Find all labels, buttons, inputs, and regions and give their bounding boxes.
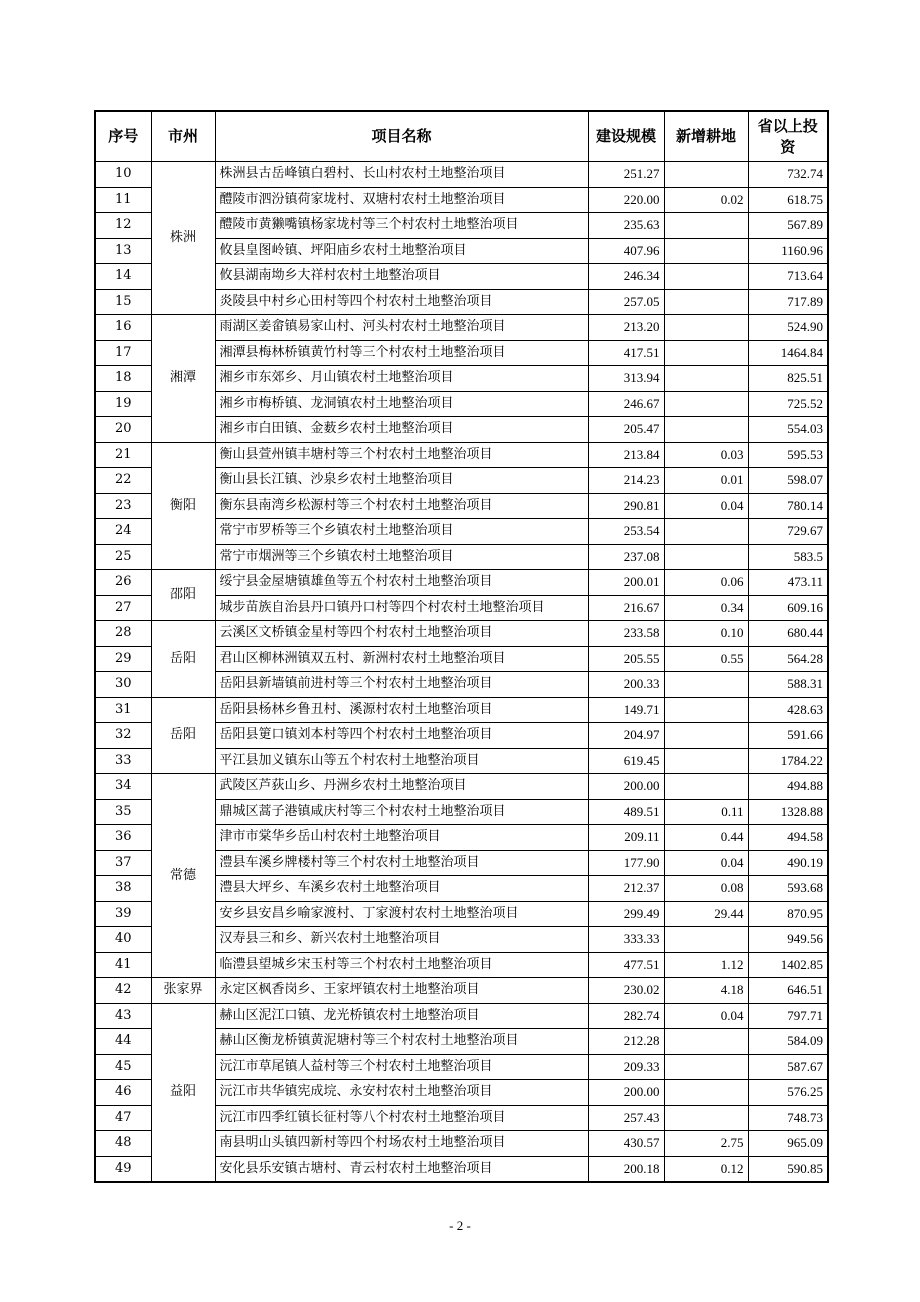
row-investment: 1784.22 bbox=[748, 748, 828, 774]
row-project-name: 汉寿县三和乡、新兴农村土地整治项目 bbox=[215, 927, 588, 953]
row-city: 张家界 bbox=[151, 978, 215, 1004]
row-arable: 0.08 bbox=[664, 876, 748, 902]
row-scale: 417.51 bbox=[588, 340, 664, 366]
row-arable bbox=[664, 264, 748, 290]
row-investment: 587.67 bbox=[748, 1054, 828, 1080]
row-seq: 31 bbox=[95, 697, 151, 723]
row-arable bbox=[664, 519, 748, 545]
row-scale: 205.55 bbox=[588, 646, 664, 672]
row-arable: 1.12 bbox=[664, 952, 748, 978]
row-arable: 0.34 bbox=[664, 595, 748, 621]
row-seq: 30 bbox=[95, 672, 151, 698]
row-project-name: 安乡县安昌乡喻家渡村、丁家渡村农村土地整治项目 bbox=[215, 901, 588, 927]
row-scale: 212.37 bbox=[588, 876, 664, 902]
row-project-name: 沅江市四季红镇长征村等八个村农村土地整治项目 bbox=[215, 1105, 588, 1131]
row-scale: 407.96 bbox=[588, 238, 664, 264]
table-row bbox=[95, 570, 828, 596]
row-scale: 209.11 bbox=[588, 825, 664, 851]
row-project-name: 君山区柳林洲镇双五村、新洲村农村土地整治项目 bbox=[215, 646, 588, 672]
row-scale: 149.71 bbox=[588, 697, 664, 723]
row-investment: 567.89 bbox=[748, 213, 828, 239]
row-arable bbox=[664, 340, 748, 366]
row-arable: 0.04 bbox=[664, 1003, 748, 1029]
row-investment: 583.5 bbox=[748, 544, 828, 570]
row-project-name: 永定区枫香岗乡、王家坪镇农村土地整治项目 bbox=[215, 978, 588, 1004]
row-arable bbox=[664, 366, 748, 392]
row-investment: 494.88 bbox=[748, 774, 828, 800]
row-scale: 200.18 bbox=[588, 1156, 664, 1182]
row-scale: 200.00 bbox=[588, 1080, 664, 1106]
row-investment: 729.67 bbox=[748, 519, 828, 545]
row-seq: 24 bbox=[95, 519, 151, 545]
row-investment: 748.73 bbox=[748, 1105, 828, 1131]
row-city: 岳阳 bbox=[151, 697, 215, 774]
row-investment: 584.09 bbox=[748, 1029, 828, 1055]
row-seq: 39 bbox=[95, 901, 151, 927]
row-seq: 15 bbox=[95, 289, 151, 315]
row-investment: 717.89 bbox=[748, 289, 828, 315]
row-scale: 253.54 bbox=[588, 519, 664, 545]
row-seq: 17 bbox=[95, 340, 151, 366]
table-row bbox=[95, 162, 828, 188]
row-arable bbox=[664, 417, 748, 443]
row-investment: 428.63 bbox=[748, 697, 828, 723]
row-arable bbox=[664, 697, 748, 723]
row-arable bbox=[664, 774, 748, 800]
row-investment: 473.11 bbox=[748, 570, 828, 596]
row-project-name: 赫山区衡龙桥镇黄泥塘村等三个村农村土地整治项目 bbox=[215, 1029, 588, 1055]
row-city: 常德 bbox=[151, 774, 215, 978]
row-project-name: 雨湖区姜畲镇易家山村、河头村农村土地整治项目 bbox=[215, 315, 588, 341]
row-scale: 290.81 bbox=[588, 493, 664, 519]
row-seq: 20 bbox=[95, 417, 151, 443]
row-city: 益阳 bbox=[151, 1003, 215, 1182]
page-number: - 2 - bbox=[449, 1218, 471, 1233]
row-scale: 212.28 bbox=[588, 1029, 664, 1055]
row-investment: 780.14 bbox=[748, 493, 828, 519]
row-scale: 257.05 bbox=[588, 289, 664, 315]
row-arable bbox=[664, 672, 748, 698]
header-scale: 建设规模 bbox=[588, 111, 664, 162]
row-arable: 0.12 bbox=[664, 1156, 748, 1182]
row-investment: 949.56 bbox=[748, 927, 828, 953]
row-scale: 205.47 bbox=[588, 417, 664, 443]
row-investment: 965.09 bbox=[748, 1131, 828, 1157]
table-row bbox=[95, 1003, 828, 1029]
row-scale: 489.51 bbox=[588, 799, 664, 825]
row-arable bbox=[664, 213, 748, 239]
row-investment: 564.28 bbox=[748, 646, 828, 672]
row-project-name: 岳阳县筻口镇刘本村等四个村农村土地整治项目 bbox=[215, 723, 588, 749]
row-project-name: 株洲县古岳峰镇白碧村、长山村农村土地整治项目 bbox=[215, 162, 588, 188]
row-arable: 0.44 bbox=[664, 825, 748, 851]
row-scale: 213.84 bbox=[588, 442, 664, 468]
row-scale: 246.34 bbox=[588, 264, 664, 290]
row-arable bbox=[664, 544, 748, 570]
row-investment: 593.68 bbox=[748, 876, 828, 902]
row-project-name: 湘乡市东郊乡、月山镇农村土地整治项目 bbox=[215, 366, 588, 392]
row-arable: 0.10 bbox=[664, 621, 748, 647]
row-arable bbox=[664, 1080, 748, 1106]
row-project-name: 临澧县望城乡宋玉村等三个村农村土地整治项目 bbox=[215, 952, 588, 978]
row-seq: 48 bbox=[95, 1131, 151, 1157]
row-arable: 0.01 bbox=[664, 468, 748, 494]
row-seq: 41 bbox=[95, 952, 151, 978]
header-arable: 新增耕地 bbox=[664, 111, 748, 162]
row-investment: 646.51 bbox=[748, 978, 828, 1004]
row-scale: 313.94 bbox=[588, 366, 664, 392]
row-project-name: 湘潭县梅林桥镇黄竹村等三个村农村土地整治项目 bbox=[215, 340, 588, 366]
header-seq: 序号 bbox=[95, 111, 151, 162]
row-scale: 246.67 bbox=[588, 391, 664, 417]
row-scale: 233.58 bbox=[588, 621, 664, 647]
row-city: 株洲 bbox=[151, 162, 215, 315]
row-investment: 797.71 bbox=[748, 1003, 828, 1029]
row-scale: 216.67 bbox=[588, 595, 664, 621]
row-scale: 200.01 bbox=[588, 570, 664, 596]
row-city: 湘潭 bbox=[151, 315, 215, 443]
row-seq: 23 bbox=[95, 493, 151, 519]
row-project-name: 沅江市草尾镇人益村等三个村农村土地整治项目 bbox=[215, 1054, 588, 1080]
row-project-name: 岳阳县新墙镇前进村等三个村农村土地整治项目 bbox=[215, 672, 588, 698]
row-scale: 477.51 bbox=[588, 952, 664, 978]
table-row bbox=[95, 774, 828, 800]
row-seq: 44 bbox=[95, 1029, 151, 1055]
header-city: 市州 bbox=[151, 111, 215, 162]
row-project-name: 衡山县萱州镇丰塘村等三个村农村土地整治项目 bbox=[215, 442, 588, 468]
row-seq: 36 bbox=[95, 825, 151, 851]
row-arable: 0.11 bbox=[664, 799, 748, 825]
row-project-name: 安化县乐安镇古塘村、青云村农村土地整治项目 bbox=[215, 1156, 588, 1182]
row-arable: 0.04 bbox=[664, 493, 748, 519]
row-scale: 237.08 bbox=[588, 544, 664, 570]
row-seq: 33 bbox=[95, 748, 151, 774]
row-scale: 204.97 bbox=[588, 723, 664, 749]
row-city: 衡阳 bbox=[151, 442, 215, 570]
row-scale: 430.57 bbox=[588, 1131, 664, 1157]
row-investment: 725.52 bbox=[748, 391, 828, 417]
row-investment: 595.53 bbox=[748, 442, 828, 468]
row-scale: 213.20 bbox=[588, 315, 664, 341]
row-investment: 576.25 bbox=[748, 1080, 828, 1106]
row-project-name: 常宁市罗桥等三个乡镇农村土地整治项目 bbox=[215, 519, 588, 545]
row-arable bbox=[664, 315, 748, 341]
row-seq: 21 bbox=[95, 442, 151, 468]
row-investment: 1402.85 bbox=[748, 952, 828, 978]
table-row bbox=[95, 621, 828, 647]
row-scale: 200.00 bbox=[588, 774, 664, 800]
row-arable: 0.06 bbox=[664, 570, 748, 596]
row-seq: 34 bbox=[95, 774, 151, 800]
row-project-name: 南县明山头镇四新村等四个村场农村土地整治项目 bbox=[215, 1131, 588, 1157]
row-investment: 591.66 bbox=[748, 723, 828, 749]
row-project-name: 醴陵市泗汾镇荷家垅村、双塘村农村土地整治项目 bbox=[215, 187, 588, 213]
row-investment: 590.85 bbox=[748, 1156, 828, 1182]
row-project-name: 澧县大坪乡、车溪乡农村土地整治项目 bbox=[215, 876, 588, 902]
row-investment: 490.19 bbox=[748, 850, 828, 876]
row-seq: 45 bbox=[95, 1054, 151, 1080]
row-arable bbox=[664, 927, 748, 953]
row-scale: 299.49 bbox=[588, 901, 664, 927]
row-project-name: 沅江市共华镇宪成垸、永安村农村土地整治项目 bbox=[215, 1080, 588, 1106]
row-seq: 28 bbox=[95, 621, 151, 647]
row-seq: 18 bbox=[95, 366, 151, 392]
row-arable bbox=[664, 748, 748, 774]
row-scale: 220.00 bbox=[588, 187, 664, 213]
row-scale: 209.33 bbox=[588, 1054, 664, 1080]
row-seq: 43 bbox=[95, 1003, 151, 1029]
row-arable: 0.04 bbox=[664, 850, 748, 876]
row-seq: 35 bbox=[95, 799, 151, 825]
row-investment: 1328.88 bbox=[748, 799, 828, 825]
row-project-name: 平江县加义镇东山等五个村农村土地整治项目 bbox=[215, 748, 588, 774]
row-seq: 22 bbox=[95, 468, 151, 494]
row-arable bbox=[664, 289, 748, 315]
row-arable: 4.18 bbox=[664, 978, 748, 1004]
row-project-name: 攸县皇图岭镇、坪阳庙乡农村土地整治项目 bbox=[215, 238, 588, 264]
row-project-name: 衡东县南湾乡松源村等三个村农村土地整治项目 bbox=[215, 493, 588, 519]
row-investment: 680.44 bbox=[748, 621, 828, 647]
table-header-row bbox=[95, 111, 828, 162]
row-seq: 13 bbox=[95, 238, 151, 264]
row-seq: 40 bbox=[95, 927, 151, 953]
row-arable: 2.75 bbox=[664, 1131, 748, 1157]
row-project-name: 武陵区芦荻山乡、丹洲乡农村土地整治项目 bbox=[215, 774, 588, 800]
row-arable: 0.55 bbox=[664, 646, 748, 672]
row-seq: 37 bbox=[95, 850, 151, 876]
row-scale: 177.90 bbox=[588, 850, 664, 876]
row-scale: 333.33 bbox=[588, 927, 664, 953]
row-seq: 46 bbox=[95, 1080, 151, 1106]
row-arable: 0.03 bbox=[664, 442, 748, 468]
row-project-name: 常宁市烟洲等三个乡镇农村土地整治项目 bbox=[215, 544, 588, 570]
row-seq: 49 bbox=[95, 1156, 151, 1182]
row-project-name: 攸县湖南坳乡大祥村农村土地整治项目 bbox=[215, 264, 588, 290]
row-city: 邵阳 bbox=[151, 570, 215, 621]
row-seq: 27 bbox=[95, 595, 151, 621]
header-project: 项目名称 bbox=[215, 111, 588, 162]
row-arable bbox=[664, 1105, 748, 1131]
row-seq: 38 bbox=[95, 876, 151, 902]
table-body bbox=[95, 162, 828, 1183]
row-seq: 47 bbox=[95, 1105, 151, 1131]
row-project-name: 赫山区泥江口镇、龙光桥镇农村土地整治项目 bbox=[215, 1003, 588, 1029]
row-arable bbox=[664, 162, 748, 188]
row-scale: 251.27 bbox=[588, 162, 664, 188]
row-seq: 32 bbox=[95, 723, 151, 749]
row-investment: 713.64 bbox=[748, 264, 828, 290]
row-arable: 29.44 bbox=[664, 901, 748, 927]
row-investment: 554.03 bbox=[748, 417, 828, 443]
row-arable bbox=[664, 1029, 748, 1055]
row-arable bbox=[664, 391, 748, 417]
row-arable bbox=[664, 723, 748, 749]
row-investment: 618.75 bbox=[748, 187, 828, 213]
row-project-name: 鼎城区蒿子港镇咸庆村等三个村农村土地整治项目 bbox=[215, 799, 588, 825]
row-seq: 42 bbox=[95, 978, 151, 1004]
row-project-name: 云溪区文桥镇金星村等四个村农村土地整治项目 bbox=[215, 621, 588, 647]
row-scale: 230.02 bbox=[588, 978, 664, 1004]
row-scale: 619.45 bbox=[588, 748, 664, 774]
row-project-name: 湘乡市白田镇、金薮乡农村土地整治项目 bbox=[215, 417, 588, 443]
row-seq: 16 bbox=[95, 315, 151, 341]
row-investment: 870.95 bbox=[748, 901, 828, 927]
row-arable bbox=[664, 1054, 748, 1080]
row-project-name: 岳阳县杨林乡鲁丑村、溪源村农村土地整治项目 bbox=[215, 697, 588, 723]
row-project-name: 城步苗族自治县丹口镇丹口村等四个村农村土地整治项目 bbox=[215, 595, 588, 621]
row-scale: 282.74 bbox=[588, 1003, 664, 1029]
row-seq: 19 bbox=[95, 391, 151, 417]
row-investment: 524.90 bbox=[748, 315, 828, 341]
table-row bbox=[95, 442, 828, 468]
table-row bbox=[95, 315, 828, 341]
row-investment: 825.51 bbox=[748, 366, 828, 392]
table-row bbox=[95, 978, 828, 1004]
row-project-name: 湘乡市梅桥镇、龙洞镇农村土地整治项目 bbox=[215, 391, 588, 417]
row-seq: 11 bbox=[95, 187, 151, 213]
row-scale: 214.23 bbox=[588, 468, 664, 494]
row-investment: 609.16 bbox=[748, 595, 828, 621]
row-scale: 257.43 bbox=[588, 1105, 664, 1131]
row-investment: 1464.84 bbox=[748, 340, 828, 366]
row-seq: 10 bbox=[95, 162, 151, 188]
row-seq: 29 bbox=[95, 646, 151, 672]
row-investment: 588.31 bbox=[748, 672, 828, 698]
row-project-name: 衡山县长江镇、沙泉乡农村土地整治项目 bbox=[215, 468, 588, 494]
row-investment: 1160.96 bbox=[748, 238, 828, 264]
row-project-name: 澧县车溪乡牌楼村等三个村农村土地整治项目 bbox=[215, 850, 588, 876]
table-row bbox=[95, 697, 828, 723]
row-scale: 235.63 bbox=[588, 213, 664, 239]
row-project-name: 绥宁县金屋塘镇雄鱼等五个村农村土地整治项目 bbox=[215, 570, 588, 596]
row-arable bbox=[664, 238, 748, 264]
row-seq: 14 bbox=[95, 264, 151, 290]
project-table bbox=[94, 110, 829, 1183]
row-project-name: 炎陵县中村乡心田村等四个村农村土地整治项目 bbox=[215, 289, 588, 315]
row-project-name: 醴陵市黄獭嘴镇杨家垅村等三个村农村土地整治项目 bbox=[215, 213, 588, 239]
row-project-name: 津市市棠华乡岳山村农村土地整治项目 bbox=[215, 825, 588, 851]
row-city: 岳阳 bbox=[151, 621, 215, 698]
row-investment: 732.74 bbox=[748, 162, 828, 188]
row-scale: 200.33 bbox=[588, 672, 664, 698]
header-investment: 省以上投资 bbox=[748, 111, 828, 162]
row-seq: 12 bbox=[95, 213, 151, 239]
row-investment: 598.07 bbox=[748, 468, 828, 494]
row-seq: 26 bbox=[95, 570, 151, 596]
row-arable: 0.02 bbox=[664, 187, 748, 213]
row-seq: 25 bbox=[95, 544, 151, 570]
row-investment: 494.58 bbox=[748, 825, 828, 851]
